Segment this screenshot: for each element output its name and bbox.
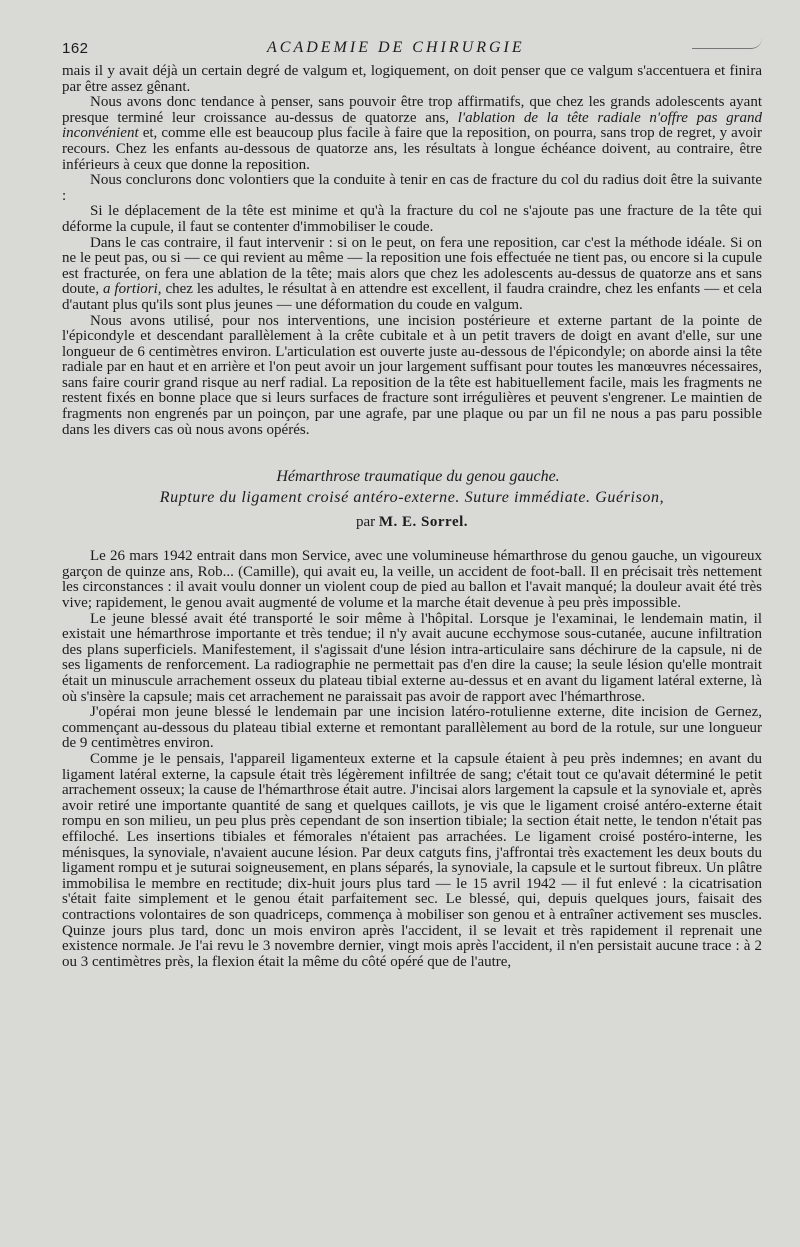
paragraph bbox=[62, 236, 762, 314]
page-number: 162 bbox=[62, 40, 89, 57]
paragraph-text: et, comme elle est beaucoup plus facile à faire que la reposition, on pourra, sans trop de regret, y avoir recours. Chez les enfants au-dessous de quatorze ans, les résultats à longue échéance doivent, au contraire, être inférieurs à ceux que donne la reposition. bbox=[62, 125, 762, 173]
byline bbox=[62, 514, 762, 531]
paragraph-text: chez les adultes, le résultat à en attendre est excellent, il faudra craindre, chez les enfants — et cela d'autant plus qu'ils sont plus jeunes — une déformation du coude en valgum. bbox=[62, 281, 762, 313]
body-text-top bbox=[62, 64, 762, 438]
paragraph bbox=[62, 95, 762, 173]
paragraph: Nous avons utilisé, pour nos interventions, une incision postérieure et externe partant de la pointe de l'épicondyle et descendant parallèlement à la crête cubitale et à un petit travers de doigt en avant d'elle, sur une longueur de 6 centimètres environ. L'articulation est ouverte juste au-dessous de l'épicondyle; on aborde ainsi la tête radiale par en haut et en arrière et l'on peut avoir un jour largement suffisant pour toutes les manœuvres nécessaires, sans faire courir grand risque au nerf radial. La reposition de la tête est habituellement facile, mais les fragments ne restent fixés en bonne place que si leurs surfaces de fracture sont irrégulières et peuvent s'engrener. Le maintien de fragments non engrenés par un poinçon, par une agrafe, par une plaque ou par un fil ne nous a pas paru possible dans les divers cas où nous avons opérés. bbox=[62, 312, 762, 438]
page-header bbox=[62, 34, 762, 64]
running-title: ACADEMIE DE CHIRURGIE bbox=[267, 39, 525, 56]
section-title-line-2: Rupture du ligament croisé antéro-externe. Suture immédiate. Guérison, bbox=[159, 489, 665, 507]
italic-phrase: a fortiori, bbox=[103, 281, 162, 298]
section-heading bbox=[62, 466, 762, 508]
paragraph: J'opérai mon jeune blessé le lendemain par une incision latéro-rotulienne externe, dite incision de Gernez, commençant au-dessous du plateau tibial externe et remontant parallèlement au bord de la rotule, sur une longueur de 9 centimètres environ. bbox=[62, 704, 762, 752]
paragraph: Comme je le pensais, l'appareil ligamenteux externe et la capsule étaient à peu près indemnes; en avant du ligament latéral externe, la capsule était très légèrement infiltrée de sang; c'était tout ce qu'avait déterminé le petit arrachement osseux; la cause de l'hémarthrose était autre. J'incisai alors largement la capsule et la synoviale et, après avoir retiré une importante quantité de sang et quelques caillots, je vis que le ligament croisé antéro-externe était rompu en son milieu, un peu plus près cependant de son insertion tibiale; la section était nette, le tendon n'était pas effiloché. Les insertions tibiales et fémorales n'étaient pas arrachées. Le ligament croisé postéro-interne, les ménisques, la synoviale, n'avaient aucune lésion. Par deux catguts fins, j'affrontai très exactement les deux bouts du ligament rompu et je suturai soigneusement, en plans séparés, la synoviale, la capsule et le surtout fibreux. Un plâtre immobilisa le membre en rectitude; dix-huit jours plus tard — le 15 avril 1942 — il fut enlevé : la cicatrisation s'était faite simplement et le genou était parfaitement sec. Le blessé, qui, depuis quelques jours, faisait des contractions volontaires de son quadriceps, commença à mobiliser son genou et à entraîner activement ses muscles. Quinze jours plus tard, donc un mois environ après l'accident, il se levait et très rapidement il reprenait une existence normale. Je l'ai revu le 3 novembre dernier, vingt mois après l'accident, il n'en persistait aucune trace : à 2 ou 3 centimètres près, la flexion était la même du côté opéré que de l'autre, bbox=[62, 750, 762, 970]
paragraph: Nous conclurons donc volontiers que la conduite à tenir en cas de fracture du col du radius doit être la suivante : bbox=[62, 172, 762, 204]
section-title-line-1: Hémarthrose traumatique du genou gauche. bbox=[276, 468, 560, 486]
paragraph: mais il y avait déjà un certain degré de valgum et, logiquement, on doit penser que ce valgum s'accentuera et finira par être assez gênant. bbox=[62, 63, 762, 95]
byline-author: M. E. Sorrel. bbox=[378, 514, 469, 531]
byline-prefix: par bbox=[355, 514, 376, 531]
paragraph: Le jeune blessé avait été transporté le soir même à l'hôpital. Lorsque je l'examinai, le lendemain matin, il existait une hémarthrose importante et très tendue; il n'y avait aucune ecchymose sous-cutanée, aucune infiltration des plans superficiels. Manifestement, il s'agissait d'une lésion intra-articulaire sans déchirure de la capsule, ni de ses ligaments de renforcement. La radiographie ne permettait pas d'en dire la cause; la seule lésion qu'elle montrait était un minuscule arrachement osseux du plateau tibial externe au-dessus et en avant du ligament latéral externe, là où s'insère la capsule; mais cet arrachement ne paraissait pas avoir de rapport avec l'hémarthrose. bbox=[62, 610, 762, 705]
paragraph: Le 26 mars 1942 entrait dans mon Service, avec une volumineuse hémarthrose du genou gauche, un vigoureux garçon de quinze ans, Rob... (Camille), qui avait eu, la veille, un accident de foot-ball. Il en précisait très nettement les circonstances : il avait voulu donner un violent coup de pied au ballon et l'avait manqué; la douleur avait été très vive; rapidement, le genou avait augmenté de volume et la marche était devenue à peu près impossible. bbox=[62, 548, 762, 612]
paragraph: Si le déplacement de la tête est minime et qu'à la fracture du col ne s'ajoute pas une fracture de la tête qui déforme la cupule, il faut se contenter d'immobiliser le coude. bbox=[62, 203, 762, 235]
paragraph-text: Nous avons donc tendance à penser, sans pouvoir être trop affirmatifs, que chez les grands adolescents ayant presque terminé leur croissance au-dessus de quatorze ans, bbox=[62, 94, 762, 126]
header-ink-mark bbox=[692, 38, 762, 49]
italic-phrase: l'ablation de la tête radiale n'offre pas grand inconvénient bbox=[62, 109, 762, 142]
paragraph-text: Dans le cas contraire, il faut intervenir : si on le peut, on fera une reposition, car c'est la méthode idéale. Si on ne le peut pas, ou si — ce qui revient au même — la reposition une fois effectuée ne tient pas, ou encore si la cupule est fracturée, on fera une ablation de la tête; mais alors que chez les adolescents au-dessus de quatorze ans et sans doute, bbox=[62, 234, 762, 298]
body-text-section bbox=[62, 549, 762, 970]
